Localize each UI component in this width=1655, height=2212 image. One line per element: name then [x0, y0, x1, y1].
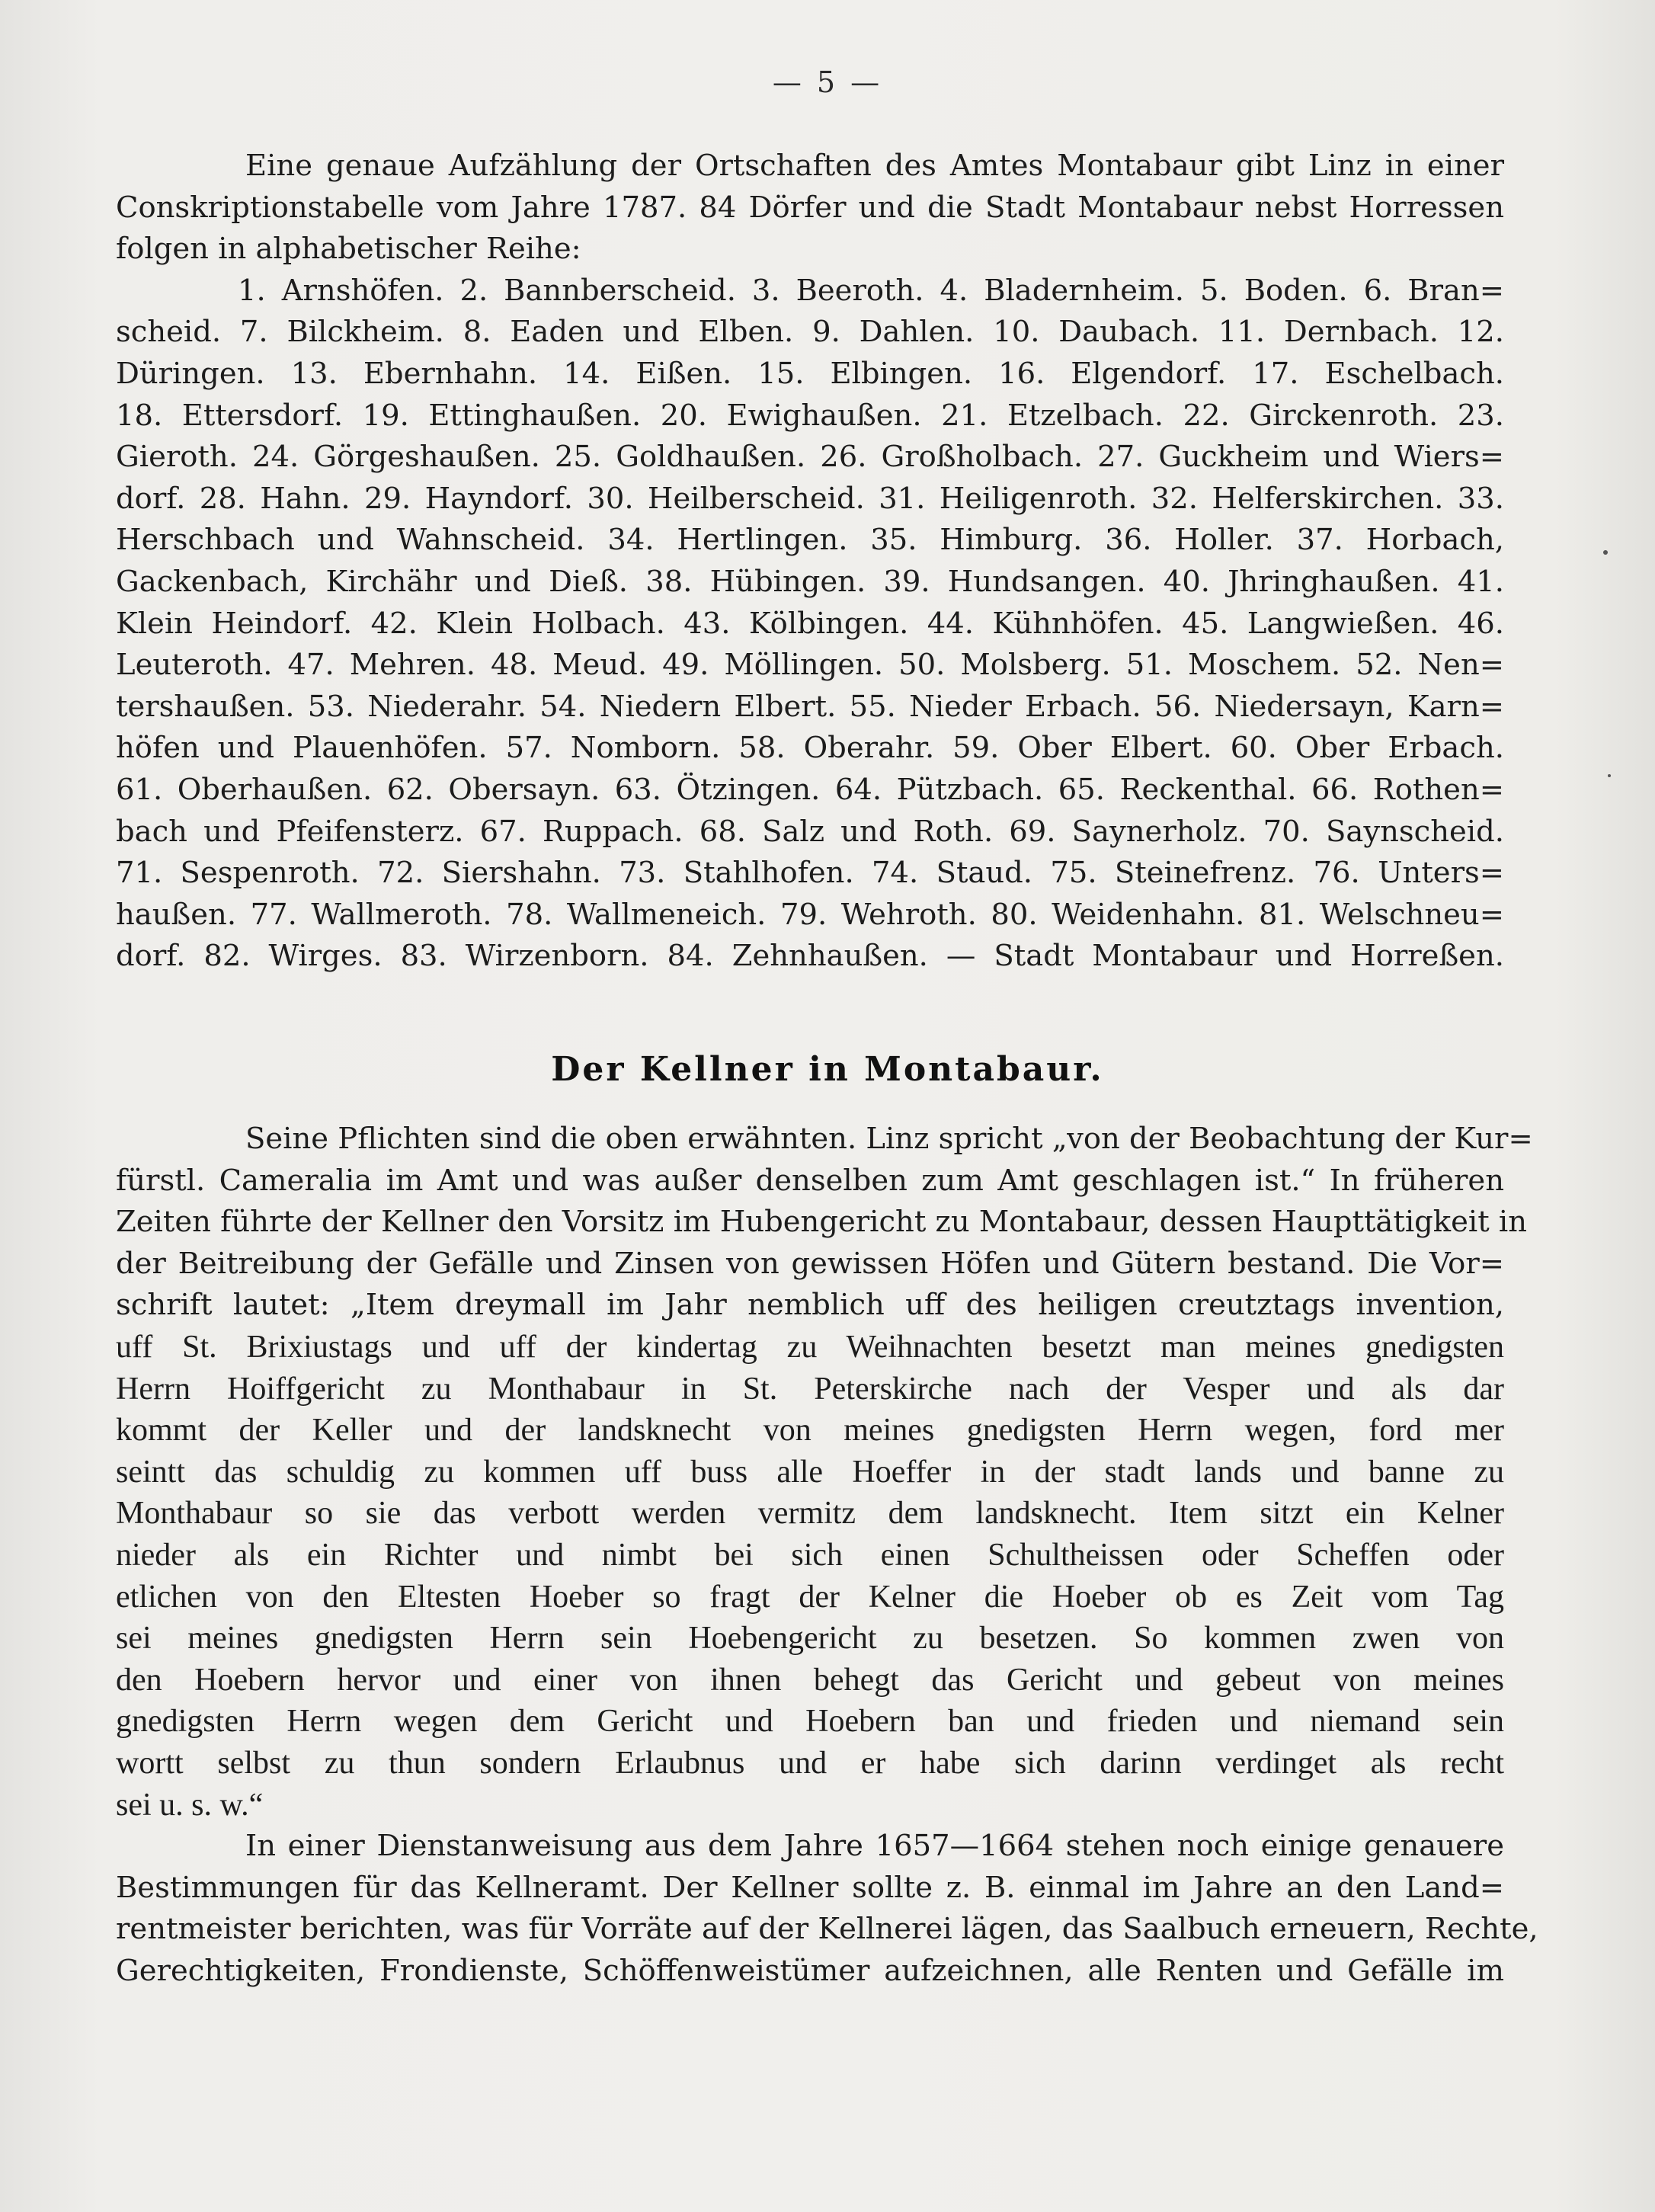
kellner-line: uff St. Brixiustags und uff der kindertag zu Weihnachten besetzt man meines gnedigsten — [116, 1329, 1504, 1365]
village-line: Gieroth. 24. Görgeshaußen. 25. Goldhaußen. 26. Großholbach. 27. Guckheim und Wiers= — [116, 440, 1504, 475]
village-line: dorf. 28. Hahn. 29. Hayndorf. 30. Heilberscheid. 31. Heiligenroth. 32. Helferskirchen. 33. — [116, 481, 1504, 516]
margin-speck — [1608, 774, 1611, 777]
village-line: Klein Heindorf. 42. Klein Holbach. 43. Kölbingen. 44. Kühnhöfen. 45. Langwießen. 46. — [116, 606, 1504, 641]
kellner-line: Gerechtigkeiten, Frondienste, Schöffenweistümer aufzeichnen, alle Renten und Gefälle im — [116, 1953, 1504, 1988]
intro-line-3: folgen in alphabetischer Reihe: — [116, 232, 581, 267]
kellner-line: seintt das schuldig zu kommen uff buss alle Hoeffer in der stadt lands und banne zu — [116, 1454, 1504, 1490]
kellner-line: nieder als ein Richter und nimbt bei sich einen Schultheissen oder Scheffen oder — [116, 1537, 1504, 1573]
village-line: höfen und Plauenhöfen. 57. Nomborn. 58. Oberahr. 59. Ober Elbert. 60. Ober Erbach. — [116, 731, 1504, 766]
kellner-line: Bestimmungen für das Kellneramt. Der Kellner sollte z. B. einmal im Jahre an den Land= — [116, 1870, 1504, 1905]
body-text — [116, 1826, 1538, 1992]
village-line: bach und Pfeifensterz. 67. Ruppach. 68. Salz und Roth. 69. Saynerholz. 70. Saynscheid. — [116, 814, 1504, 849]
kellner-paragraphs — [116, 1119, 1538, 1992]
page-number: — 5 — — [772, 66, 883, 99]
intro-paragraph — [116, 146, 1504, 978]
kellner-line: schrift lautet: „Item dreymall im Jahr nemblich uff des heiligen creutztags invention, — [116, 1288, 1504, 1323]
margin-speck — [1603, 550, 1608, 555]
kellner-line: sei meines gnedigsten Herrn sein Hoebengericht zu besetzen. So kommen zwen von — [116, 1621, 1504, 1657]
village-line: dorf. 82. Wirges. 83. Wirzenborn. 84. Zehnhaußen. — Stadt Montabaur und Horreßen. — [116, 939, 1504, 974]
village-line: scheid. 7. Bilckheim. 8. Eaden und Elben. 9. Dahlen. 10. Daubach. 11. Dernbach. 12. — [116, 315, 1504, 350]
kellner-line: Zeiten führte der Kellner den Vorsitz im Hubengericht zu Montabaur, dessen Haupttätigkeit in — [116, 1205, 1528, 1240]
village-line: Leuteroth. 47. Mehren. 48. Meud. 49. Möllingen. 50. Molsberg. 51. Moschem. 52. Nen= — [116, 648, 1504, 683]
kellner-line: Seine Pflichten sind die oben erwähnten. Linz spricht „von der Beobachtung der Kur= — [245, 1122, 1533, 1156]
kellner-line: Herrn Hoiffgericht zu Monthabaur in St. Peterskirche nach der Vesper und als dar — [116, 1371, 1504, 1407]
kellner-line: In einer Dienstanweisung aus dem Jahre 1657—1664 stehen noch einige genauere — [245, 1829, 1504, 1864]
kellner-line: kommt der Keller und der landsknecht von meines gnedigsten Herrn wegen, ford mer — [116, 1413, 1504, 1449]
kellner-line: den Hoebern hervor und einer von ihnen behegt das Gericht und gebeut von meines — [116, 1662, 1504, 1698]
village-line: Herschbach und Wahnscheid. 34. Hertlingen. 35. Himburg. 36. Holler. 37. Horbach, — [116, 523, 1504, 558]
intro-line-2: Conskriptionstabelle vom Jahre 1787. 84 Dörfer und die Stadt Montabaur nebst Horressen — [116, 190, 1504, 225]
village-line: Düringen. 13. Ebernhahn. 14. Eißen. 15. Elbingen. 16. Elgendorf. 17. Eschelbach. — [116, 356, 1504, 391]
intro-line-1: Eine genaue Aufzählung der Ortschaften des Amtes Montabaur gibt Linz in einer — [245, 149, 1504, 183]
kellner-line: sei u. s. w.“ — [116, 1787, 264, 1823]
kellner-line: der Beitreibung der Gefälle und Zinsen von gewissen Höfen und Gütern bestand. Die Vor= — [116, 1246, 1504, 1281]
village-line: haußen. 77. Wallmeroth. 78. Wallmeneich. 79. Wehroth. 80. Weidenhahn. 81. Welschneu= — [116, 897, 1504, 932]
quoted-document-text — [116, 1327, 1504, 1826]
village-line: 61. Oberhaußen. 62. Obersayn. 63. Ötzingen. 64. Pützbach. 65. Reckenthal. 66. Rothen= — [116, 772, 1504, 807]
kellner-line: rentmeister berichten, was für Vorräte auf der Kellnerei lägen, das Saalbuch erneuern, Rechte, — [116, 1912, 1538, 1947]
section-heading: Der Kellner in Montabaur. — [551, 1050, 1104, 1089]
kellner-line: etlichen von den Eltesten Hoeber so fragt der Kelner die Hoeber ob es Zeit vom Tag — [116, 1579, 1504, 1615]
village-line: 18. Ettersdorf. 19. Ettinghaußen. 20. Ewighaußen. 21. Etzelbach. 22. Girckenroth. 23. — [116, 398, 1504, 433]
village-line: 71. Sespenroth. 72. Siershahn. 73. Stahlhofen. 74. Staud. 75. Steinefrenz. 76. Unters= — [116, 856, 1504, 891]
village-line: Gackenbach, Kirchähr und Dieß. 38. Hübingen. 39. Hundsangen. 40. Jhringhaußen. 41. — [116, 564, 1504, 599]
village-line: 1. Arnshöfen. 2. Bannberscheid. 3. Beeroth. 4. Bladernheim. 5. Boden. 6. Bran= — [238, 273, 1504, 308]
kellner-line: Monthabaur so sie das verbott werden vermitz dem landsknecht. Item sitzt ein Kelner — [116, 1496, 1504, 1532]
kellner-line: gnedigsten Herrn wegen dem Gericht und Hoebern ban und frieden und niemand sein — [116, 1704, 1504, 1740]
kellner-line: fürstl. Cameralia im Amt und was außer denselben zum Amt geschlagen ist.“ In früheren — [116, 1163, 1504, 1198]
body-text — [116, 1119, 1533, 1327]
village-line: tershaußen. 53. Niederahr. 54. Niedern Elbert. 55. Nieder Erbach. 56. Niedersayn, Karn= — [116, 689, 1504, 724]
kellner-line: wortt selbst zu thun sondern Erlaubnus und er habe sich darinn verdinget als recht — [116, 1745, 1504, 1781]
